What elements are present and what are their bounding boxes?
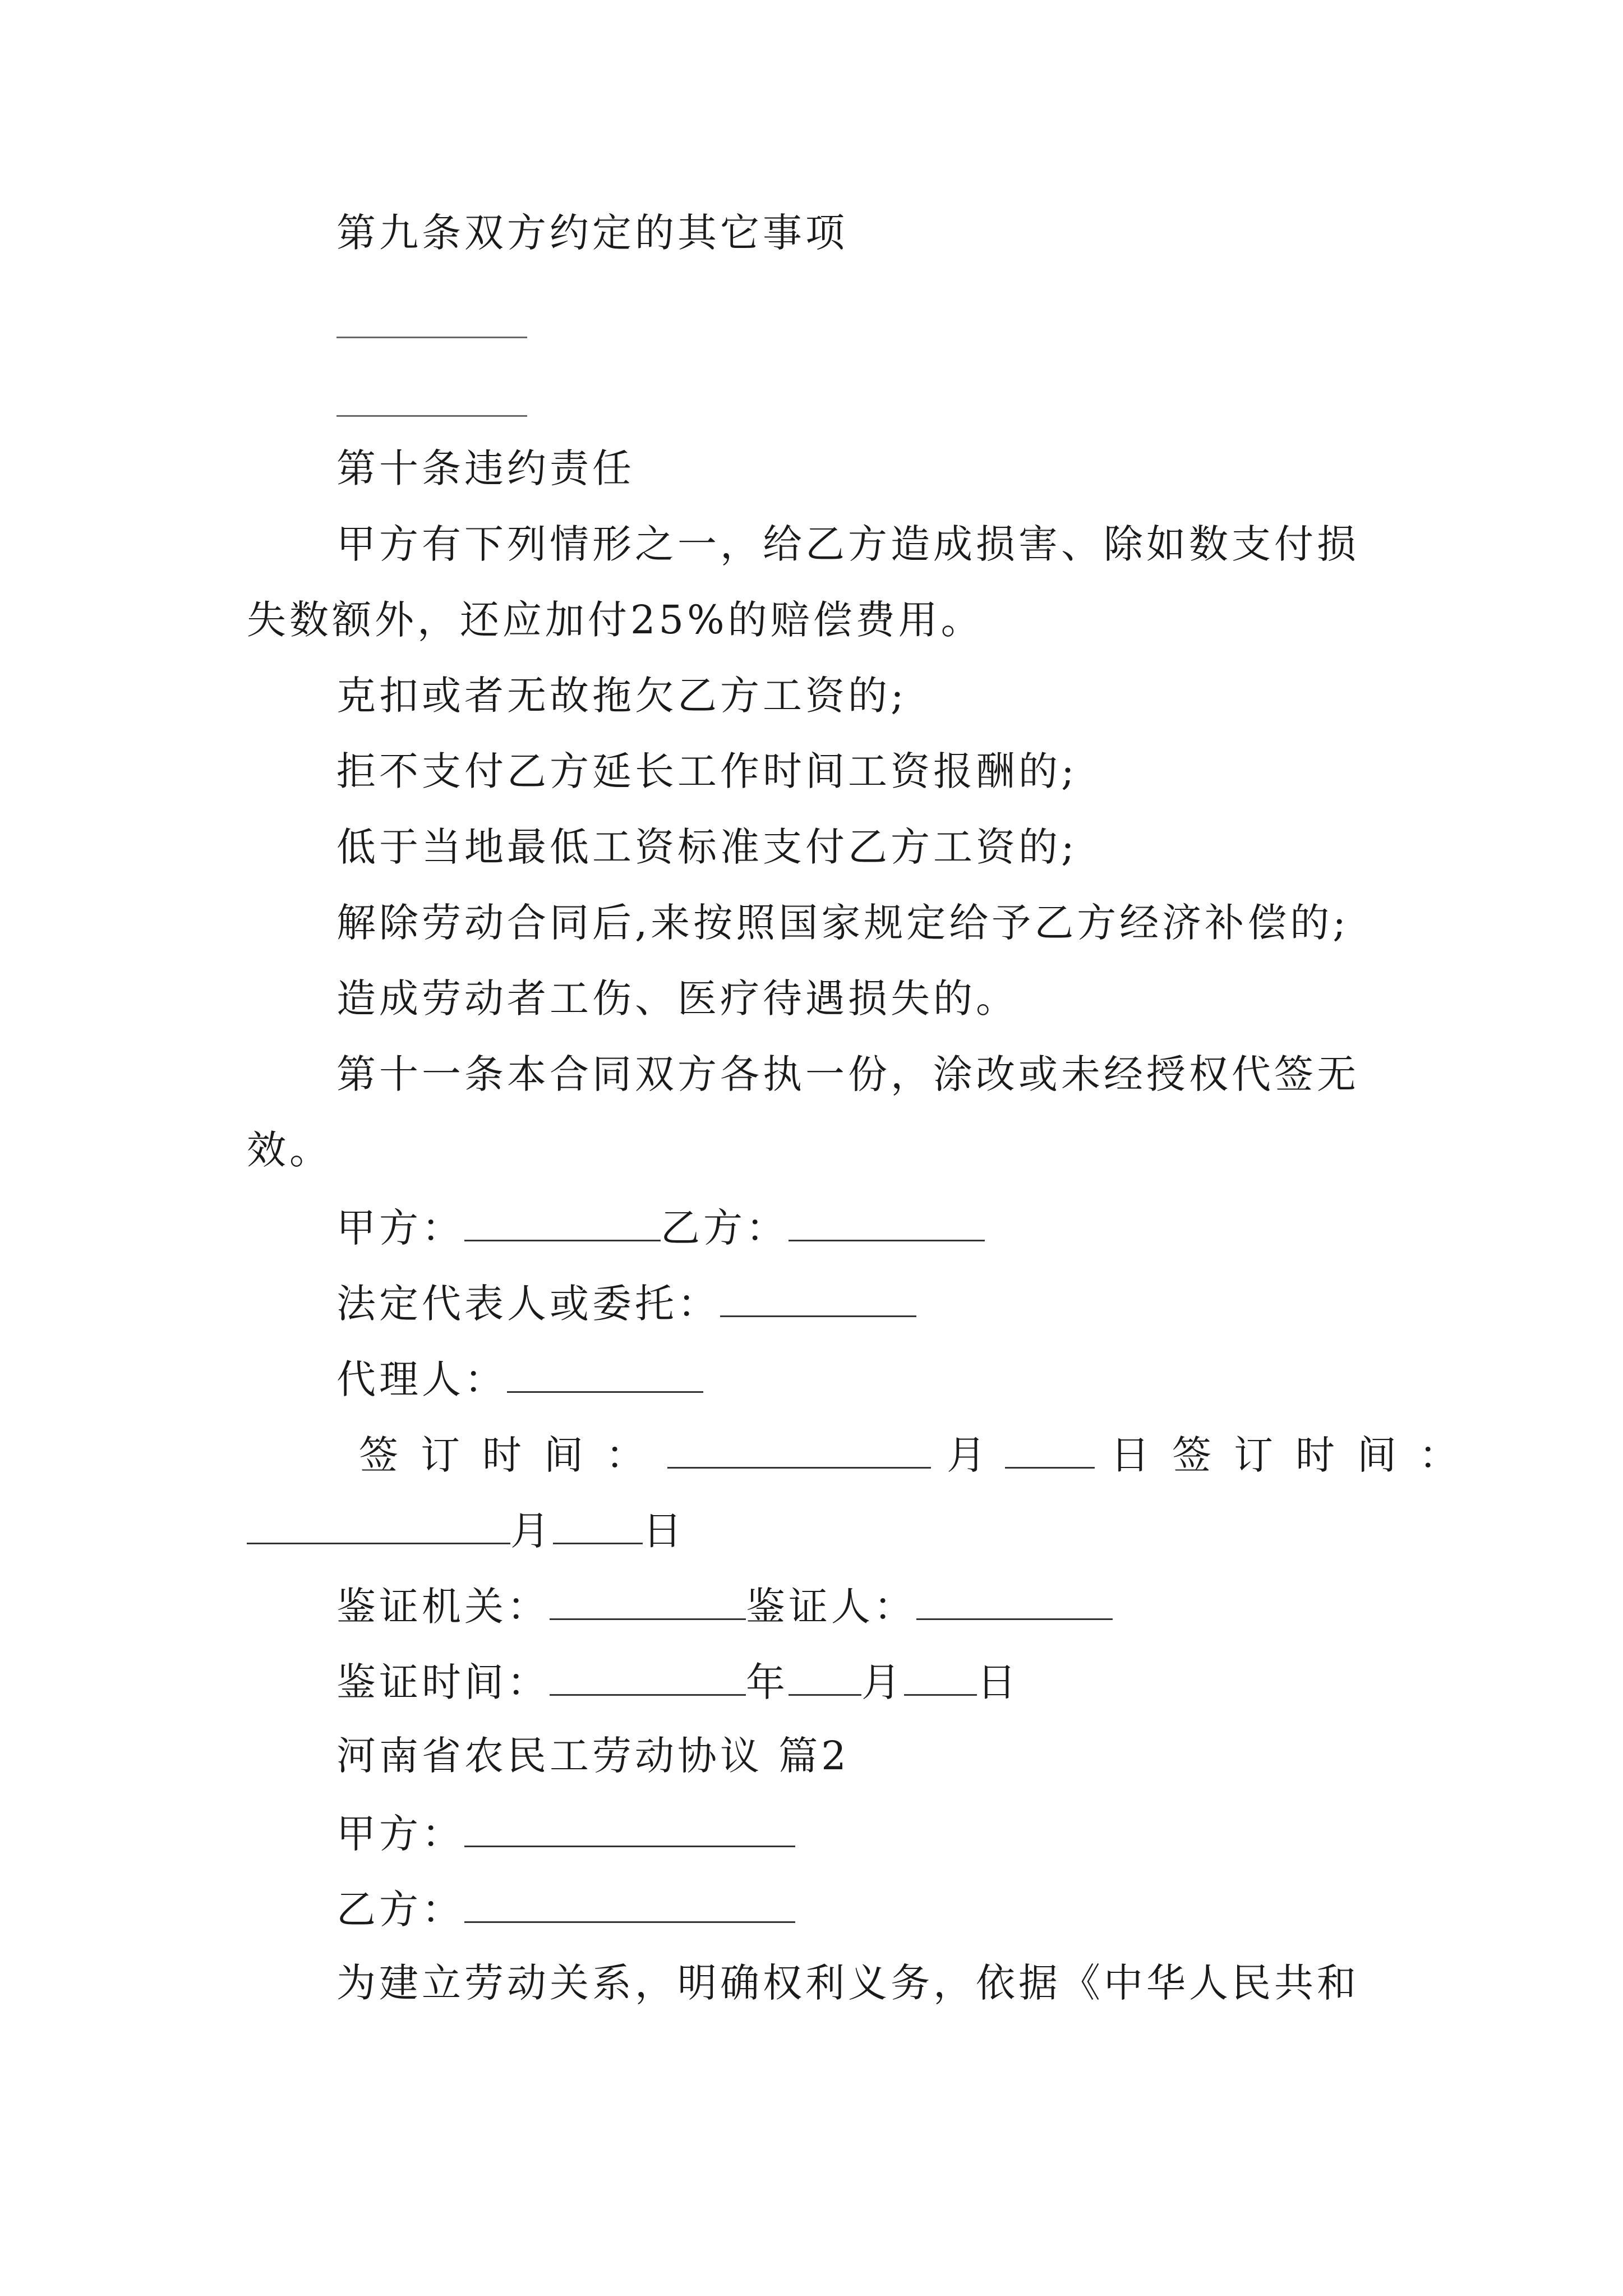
year-label: 年: [746, 1659, 789, 1705]
sign-time-label: 签订时间：: [359, 1432, 667, 1478]
list-item: 解除劳动合同后,来按照国家规定给予乙方经济补偿的;: [336, 900, 1349, 946]
s2-intro-line: 为建立劳动关系，明确权利义务，依据《中华人民共和: [336, 1960, 1359, 2006]
agent-label: 代理人：: [336, 1356, 507, 1402]
list-item: 低于当地最低工资标准支付乙方工资的;: [336, 824, 1078, 870]
verify-time-line: [336, 1655, 1020, 1708]
day-label: 日: [1110, 1432, 1172, 1478]
day-blank-2: [553, 1503, 643, 1544]
party-b-blank: [789, 1200, 985, 1241]
verify-line: [336, 1579, 1113, 1632]
month-label-3: 月: [861, 1659, 904, 1705]
verify-time-label: 鉴证时间：: [336, 1659, 550, 1705]
article-10-title: 第十条违约责任: [336, 445, 635, 491]
sign-time-blank: [667, 1428, 931, 1469]
party-a-blank: [464, 1200, 661, 1241]
paragraph-line: 失数额外，还应加付25%的赔偿费用。: [247, 597, 984, 643]
sign-time-line-2: [247, 1503, 685, 1556]
legal-rep-blank: [720, 1276, 916, 1317]
verify-person-label: 鉴证人：: [746, 1584, 916, 1630]
verify-year-blank: [550, 1655, 746, 1696]
agent-line: [336, 1352, 703, 1405]
list-item: 克扣或者无故拖欠乙方工资的;: [336, 673, 907, 719]
sign-time-label-2: 签订时间：: [1172, 1432, 1481, 1478]
article-9-title: 第九条双方约定的其它事项: [336, 210, 848, 256]
verify-day-blank: [904, 1655, 977, 1696]
verify-org-blank: [550, 1579, 746, 1620]
day-label-2: 日: [643, 1508, 685, 1554]
article-11-line: 第十一条本合同双方各执一份，涂改或未经授权代签无: [336, 1051, 1359, 1097]
section-2-title: 河南省农民工劳动协议 篇2: [336, 1733, 850, 1779]
s2-party-b-line: [336, 1882, 795, 1935]
s2-party-a-blank: [464, 1806, 795, 1847]
verify-person-blank: [916, 1579, 1113, 1620]
legal-rep-label: 法定代表人或委托：: [336, 1281, 720, 1327]
verify-org-label: 鉴证机关：: [336, 1584, 550, 1630]
s2-party-b-label: 乙方：: [336, 1887, 464, 1932]
party-b-label: 乙方：: [661, 1205, 789, 1251]
paragraph-line: 甲方有下列情形之一，给乙方造成损害、除如数支付损: [336, 521, 1359, 567]
sign-time-line: [359, 1428, 1481, 1480]
article-11-line: 效。: [247, 1127, 332, 1173]
sign-time-blank-2: [247, 1503, 510, 1544]
list-item: 造成劳动者工伤、医疗待遇损失的。: [336, 976, 1018, 1022]
party-a-label: 甲方：: [336, 1205, 464, 1251]
month-label: 月: [947, 1432, 989, 1478]
s2-party-b-blank: [464, 1882, 795, 1923]
month-label-2: 月: [510, 1508, 553, 1554]
legal-rep-line: [336, 1276, 916, 1329]
list-item: 拒不支付乙方延长工作时间工资报酬的;: [336, 748, 1078, 794]
day-label-3: 日: [977, 1659, 1020, 1705]
agent-blank: [507, 1352, 703, 1393]
blank-line: [336, 337, 527, 338]
s2-party-a-line: [336, 1806, 795, 1859]
verify-month-blank: [789, 1655, 861, 1696]
day-blank: [1005, 1428, 1095, 1469]
party-signature-line: [336, 1200, 985, 1253]
s2-party-a-label: 甲方：: [336, 1811, 464, 1857]
blank-line: [336, 415, 527, 417]
